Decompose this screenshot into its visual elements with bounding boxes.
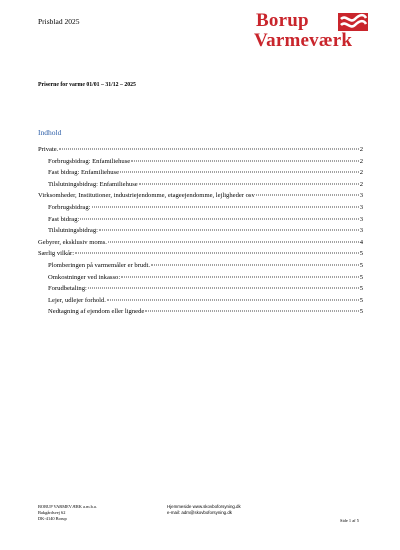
toc-leader-dots (151, 264, 359, 265)
borup-varmevaerk-logo (254, 11, 370, 55)
toc-entry-page: 3 (359, 203, 363, 211)
toc-entry[interactable] (38, 239, 363, 251)
toc-entry-page: 5 (359, 273, 363, 281)
toc-entry[interactable] (38, 158, 363, 170)
toc-entry[interactable] (38, 262, 363, 274)
toc-entry-title: Forudbetaling: (48, 285, 87, 293)
toc-entry-title: Omkostninger ved inkasso: (48, 273, 121, 281)
toc-entry[interactable] (38, 146, 363, 158)
footer-page-indicator: Side 1 af 5 (340, 518, 359, 523)
toc-entry-page: 3 (359, 227, 363, 235)
toc-entry-page: 5 (359, 261, 363, 269)
toc-entry-title: Gebyrer, eksklusiv moms. (38, 238, 107, 246)
toc-entry-title: Virksomheder, Institutioner, industriejendomme, etageejendomme, lejligheder osv (38, 192, 255, 200)
toc-entry-page: 3 (359, 192, 363, 200)
footer-city: DK-4140 Borup (38, 516, 67, 521)
price-period-title: Priserne for varme 01/01 – 31/12 – 2025 (38, 82, 136, 88)
toc-entry-page: 2 (359, 180, 363, 188)
toc-entry[interactable] (38, 285, 363, 297)
logo-text-line2: Varmeværk (254, 30, 353, 51)
toc-entry[interactable] (38, 227, 363, 239)
toc-entry[interactable] (38, 169, 363, 181)
toc-entry-title: Forbrugsbidrag: (48, 203, 91, 211)
logo-text-line1: Borup (256, 10, 309, 31)
toc-entry-title: Tilslutningsbidrag: Enfamiliehuse (48, 180, 138, 188)
toc-entry-title: Lejer, udlejer forhold. (48, 296, 106, 304)
toc-entry[interactable] (38, 216, 363, 228)
toc-entry[interactable] (38, 204, 363, 216)
toc-entry-page: 5 (359, 308, 363, 316)
toc-entry-page: 5 (359, 250, 363, 258)
toc-entry-page: 5 (359, 296, 363, 304)
flame-waves-icon (338, 13, 368, 31)
toc-entry-page: 5 (359, 285, 363, 293)
toc-entry-title: Private. (38, 146, 59, 153)
footer-email[interactable]: e-mail: adm@skovboforsyning.dk (167, 510, 232, 515)
table-of-contents (38, 146, 363, 320)
toc-leader-dots (92, 206, 359, 207)
toc-entry-title: Forbrugsbidrag: Enfamiliehuse (48, 157, 131, 165)
toc-entry-title: Tilslutningsbidrag: (48, 227, 98, 235)
toc-entry-page: 2 (359, 157, 363, 165)
toc-entry[interactable] (38, 297, 363, 309)
footer-company: BORUP VARMEVÆRK a.m.b.a. (38, 504, 97, 509)
footer-address (38, 504, 97, 522)
toc-leader-dots (88, 288, 359, 289)
toc-leader-dots (145, 311, 358, 312)
toc-leader-dots (139, 183, 359, 184)
toc-entry-title: Særlig vilkår: (38, 250, 75, 258)
toc-entry-page: 3 (359, 215, 363, 223)
toc-entry-page: 2 (359, 146, 363, 153)
toc-entry-title: Fast bidrag: (48, 215, 80, 223)
toc-leader-dots (121, 276, 359, 277)
toc-heading: Indhold (38, 128, 62, 137)
toc-leader-dots (108, 241, 359, 242)
document-label: Prisblad 2025 (38, 17, 80, 26)
toc-leader-dots (80, 218, 358, 219)
toc-entry[interactable] (38, 308, 363, 320)
footer-street: Bakgårdsvej 62 (38, 510, 66, 515)
toc-entry[interactable] (38, 192, 363, 204)
toc-entry-title: Plomberingen på varmemåler er brudt. (48, 261, 150, 269)
toc-leader-dots (107, 299, 359, 300)
toc-leader-dots (256, 195, 359, 196)
toc-entry[interactable] (38, 274, 363, 286)
toc-leader-dots (120, 172, 359, 173)
toc-entry-page: 2 (359, 169, 363, 177)
toc-entry-title: Nedtagning af ejendom eller lignede (48, 308, 145, 316)
toc-leader-dots (131, 160, 358, 161)
footer-website[interactable]: Hjemmeside www.skovboforsyning.dk (167, 504, 241, 509)
footer-contact (167, 504, 241, 516)
toc-entry[interactable] (38, 250, 363, 262)
toc-entry-page: 4 (359, 238, 363, 246)
toc-entry-title: Fast bidrag: Enfamiliehuse (48, 169, 120, 177)
toc-leader-dots (59, 149, 358, 150)
toc-leader-dots (99, 230, 359, 231)
toc-leader-dots (75, 253, 359, 254)
toc-entry[interactable] (38, 181, 363, 193)
